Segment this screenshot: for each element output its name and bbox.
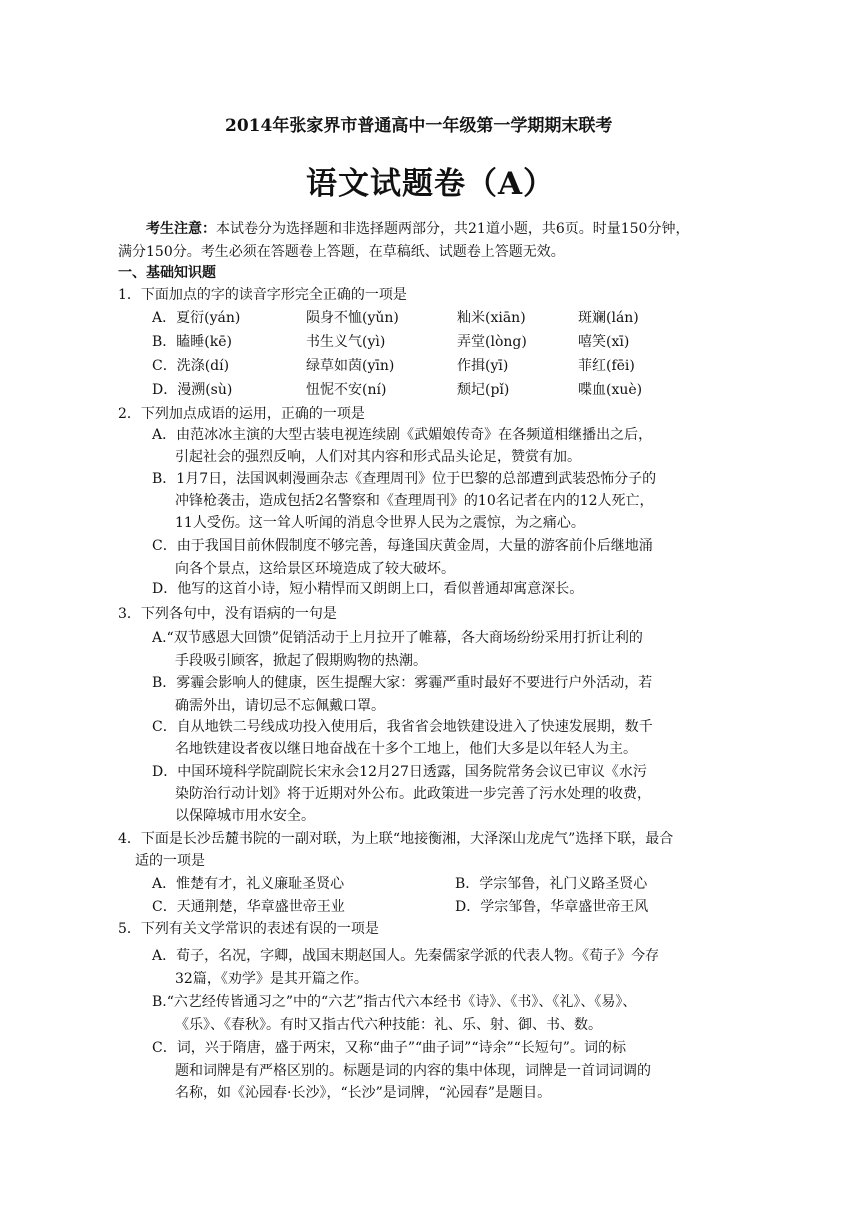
q4-option-c: C．天通荆楚，华章盛世帝王业	[152, 899, 345, 915]
q2-line: 冲锋枪袭击，造成包括2名警察和《查理周刊》的10名记者在内的12人死亡，	[175, 493, 654, 509]
q4-option-d: D．学宗邹鲁，华章盛世帝王风	[455, 899, 649, 915]
q2-line: C．由于我国目前休假制度不够完善，每逢国庆黄金周，大量的游客前仆后继地涌	[152, 538, 653, 554]
notice-line-2: 满分150分。考生必须在答题卷上答题，在草稿纸、试题卷上答题无效。	[118, 244, 565, 260]
q2-line: 引起社会的强烈反响，人们对其内容和形式品头论足，赞赏有加。	[175, 449, 581, 465]
q1-option-a-2: 陨身不恤(yǔn)	[306, 310, 399, 326]
q1-option-d-2: 忸怩不安(ní)	[306, 382, 387, 398]
q5-line: C．词，兴于隋唐，盛于两宋，又称“曲子”“曲子词”“诗余”“长短句”。词的标	[152, 1040, 626, 1056]
notice-line-1	[146, 220, 689, 238]
q4-option-a: A．惟楚有才，礼义廉耻圣贤心	[152, 876, 345, 892]
q3-line: D．中国环境科学院副院长宋永会12月27日透露，国务院常务会议已审议《水污	[152, 764, 647, 780]
q2-line: D．他写的这首小诗，短小精悍而又朗朗上口，看似普通却寓意深长。	[152, 581, 584, 597]
q1-option-c: C．洗涤(dí)	[152, 358, 230, 374]
q1-option-b: B．瞌睡(kē)	[152, 334, 232, 350]
q3-line: 以保障城市用水安全。	[175, 808, 315, 824]
notice-text-1: 本试卷分为选择题和非选择题两部分，共21道小题，共6页。时量150分钟，	[216, 221, 690, 237]
q5-line: 题和词牌是有严格区别的。标题是词的内容的集中体现，词牌是一首词词调的	[175, 1063, 651, 1079]
question-3-stem: 3．下列各句中，没有语病的一句是	[118, 606, 337, 622]
q3-line: 手段吸引顾客，掀起了假期购物的热潮。	[175, 653, 427, 669]
q3-line: A.“双节感恩大回馈”促销活动于上月拉开了帷幕，各大商场纷纷采用打折让利的	[152, 630, 643, 646]
question-1-stem: 1．下面加点的字的读音字形完全正确的一项是	[118, 287, 407, 303]
q2-line: B．1月7日，法国讽刺漫画杂志《查理周刊》位于巴黎的总部遭到武装恐怖分子的	[152, 471, 657, 487]
paper-title: 语文试题卷（A）	[306, 166, 556, 202]
q1-option-b-2: 书生义气(yì)	[306, 334, 386, 350]
q1-option-c-3: 作揖(yī)	[457, 358, 509, 374]
q1-option-d-4: 喋血(xuè)	[578, 382, 643, 398]
q3-line: 名地铁建设者夜以继日地奋战在十多个工地上，他们大多是以年轻人为主。	[175, 741, 637, 757]
q5-line: B.“六艺经传皆通习之”中的“六艺”指古代六本经书《诗》、《书》、《礼》、《易》、	[152, 994, 637, 1010]
q1-option-c-2: 绿草如茵(yīn)	[306, 358, 395, 374]
q3-line: 染防治行动计划》将于近期对外公布。此政策进一步完善了污水处理的收费，	[175, 786, 651, 802]
q5-line: 《乐》、《春秋》。有时又指古代六种技能：礼、乐、射、御、书、数。	[175, 1017, 602, 1033]
q2-line: A．由范冰冰主演的大型古装电视连续剧《武媚娘传奇》在各频道相继播出之后，	[152, 427, 653, 443]
question-5-stem: 5．下列有关文学常识的表述有误的一项是	[118, 921, 379, 937]
q1-option-a: A．夏衍(yán)	[152, 310, 241, 326]
q1-option-a-3: 籼米(xiān)	[457, 310, 526, 326]
q1-option-b-3: 弄堂(lòng)	[457, 334, 527, 350]
notice-label: 考生注意：	[146, 221, 216, 237]
q1-option-c-4: 菲红(fēi)	[578, 358, 635, 374]
q1-option-d: D．漫溯(sù)	[152, 382, 233, 398]
section-title: 一、基础知识题	[118, 265, 216, 281]
q3-line: B．雾霾会影响人的健康，医生提醒大家：雾霾严重时最好不要进行户外活动，若	[152, 675, 653, 691]
question-4-stem-cont: 适的一项是	[135, 853, 205, 869]
q2-line: 向各个景点，这给景区环境造成了较大破坏。	[175, 561, 455, 577]
exam-title: 2014年张家界市普通高中一年级第一学期期末联考	[225, 116, 613, 136]
q1-option-b-4: 嘻笑(xī)	[578, 334, 630, 350]
q3-line: C．自从地铁二号线成功投入使用后，我省省会地铁建设进入了快速发展期，数千	[152, 719, 653, 735]
q5-line: 32篇，《劝学》是其开篇之作。	[175, 971, 368, 987]
q3-line: 确需外出，请切忌不忘佩戴口罩。	[175, 698, 385, 714]
q4-option-b: B．学宗邹鲁，礼门义路圣贤心	[455, 876, 648, 892]
question-4-stem: 4．下面是长沙岳麓书院的一副对联，为上联“地接衡湘，大泽深山龙虎气”选择下联，最合	[118, 831, 674, 847]
q2-line: 11人受伤。这一耸人听闻的消息令世界人民为之震惊，为之痛心。	[175, 515, 585, 531]
q5-line: A．荀子，名况，字卿，战国末期赵国人。先秦儒家学派的代表人物。《荀子》今存	[152, 948, 660, 964]
q1-option-a-4: 斑斓(lán)	[578, 310, 639, 326]
q1-option-d-3: 颓圮(pǐ)	[457, 382, 510, 398]
q5-line: 名称，如《沁园春·长沙》，“长沙”是词牌，“沁园春”是题目。	[175, 1085, 552, 1101]
question-2-stem: 2．下列加点成语的运用，正确的一项是	[118, 406, 365, 422]
